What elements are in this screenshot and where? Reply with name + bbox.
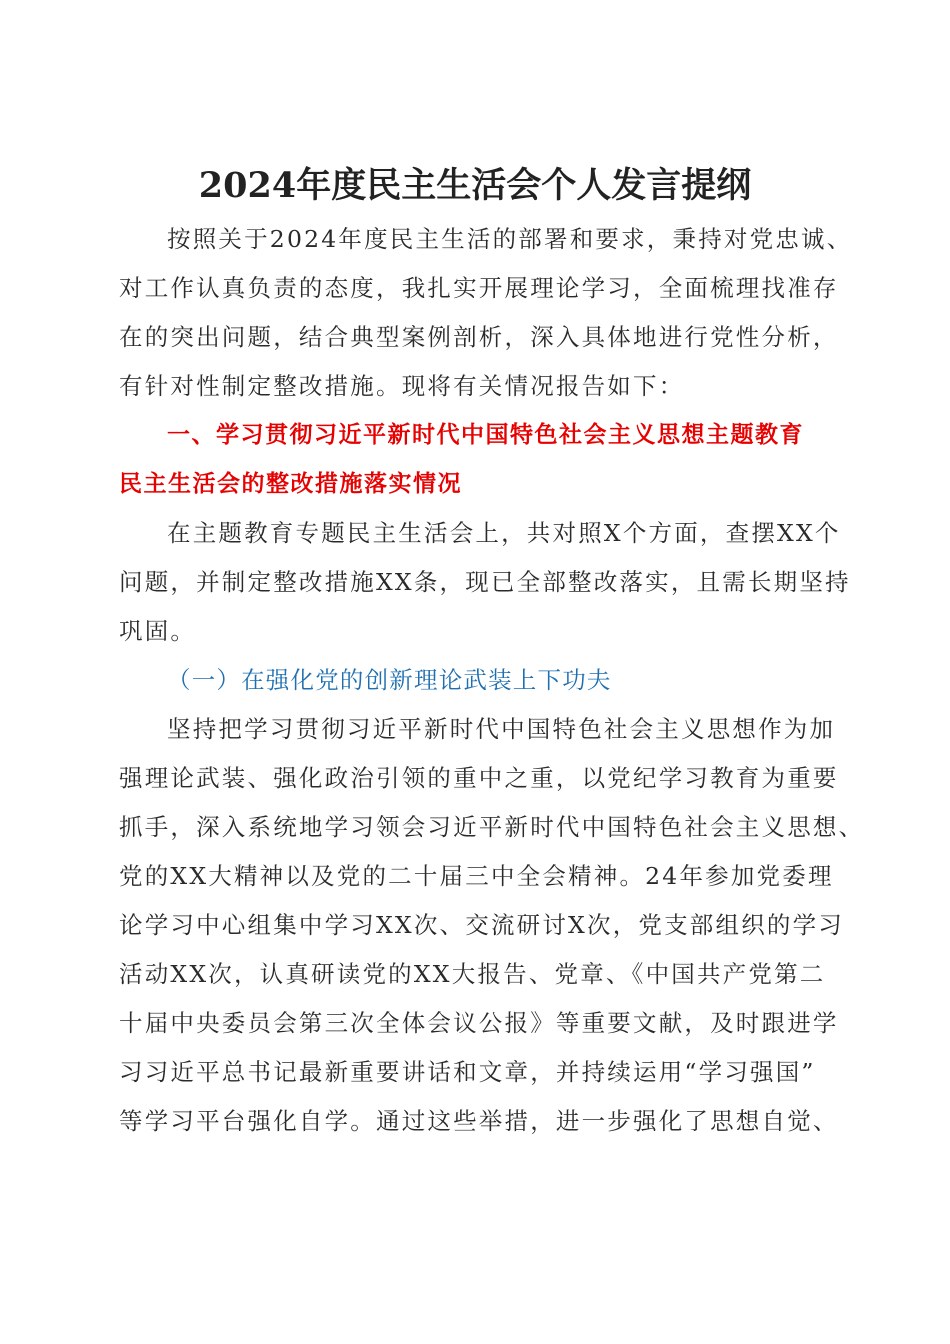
- subsection-body-line-8: 习习近平总书记最新重要讲话和文章，并持续运用“学习强国”: [119, 1058, 816, 1086]
- section-body-line-3: 巩固。: [119, 617, 197, 645]
- section-heading-line-1: 一、学习贯彻习近平新时代中国特色社会主义思想主题教育: [167, 422, 804, 448]
- intro-line-4: 有针对性制定整改措施。现将有关情况报告如下：: [119, 372, 685, 400]
- section-body-line-1: 在主题教育专题民主生活会上，共对照X个方面，查摆XX个: [167, 519, 841, 547]
- subsection-body-line-2: 强理论武装、强化政治引领的重中之重，以党纪学习教育为重要: [119, 764, 839, 792]
- subsection-body-line-5: 论学习中心组集中学习XX次、交流研讨X次，党支部组织的学习: [119, 911, 844, 939]
- section-body-line-2: 问题，并制定整改措施XX条，现已全部整改落实，且需长期坚持: [119, 568, 851, 596]
- subsection-body-line-3: 抓手，深入系统地学习领会习近平新时代中国特色社会主义思想、: [119, 813, 865, 841]
- section-heading-line-2: 民主生活会的整改措施落实情况: [119, 471, 462, 497]
- subsection-body-line-7: 十届中央委员会第三次全体会议公报》等重要文献，及时跟进学: [119, 1009, 839, 1037]
- intro-line-2: 对工作认真负责的态度，我扎实开展理论学习，全面梳理找准存: [119, 274, 839, 302]
- subsection-body-line-1: 坚持把学习贯彻习近平新时代中国特色社会主义思想作为加: [167, 715, 836, 743]
- subsection-body-line-4: 党的XX大精神以及党的二十届三中全会精神。24年参加党委理: [119, 862, 834, 890]
- subsection-body-line-6: 活动XX次，认真研读党的XX大报告、党章、《中国共产党第二: [119, 960, 826, 988]
- subsection-heading: （一）在强化党的创新理论武装上下功夫: [167, 666, 612, 694]
- document-title: 2024年度民主生活会个人发言提纲: [198, 165, 752, 206]
- subsection-body-line-9: 等学习平台强化自学。通过这些举措，进一步强化了思想自觉、: [119, 1107, 839, 1135]
- intro-line-1: 按照关于2024年度民主生活的部署和要求，秉持对党忠诚、: [167, 225, 853, 253]
- intro-line-3: 在的突出问题，结合典型案例剖析，深入具体地进行党性分析，: [119, 323, 839, 351]
